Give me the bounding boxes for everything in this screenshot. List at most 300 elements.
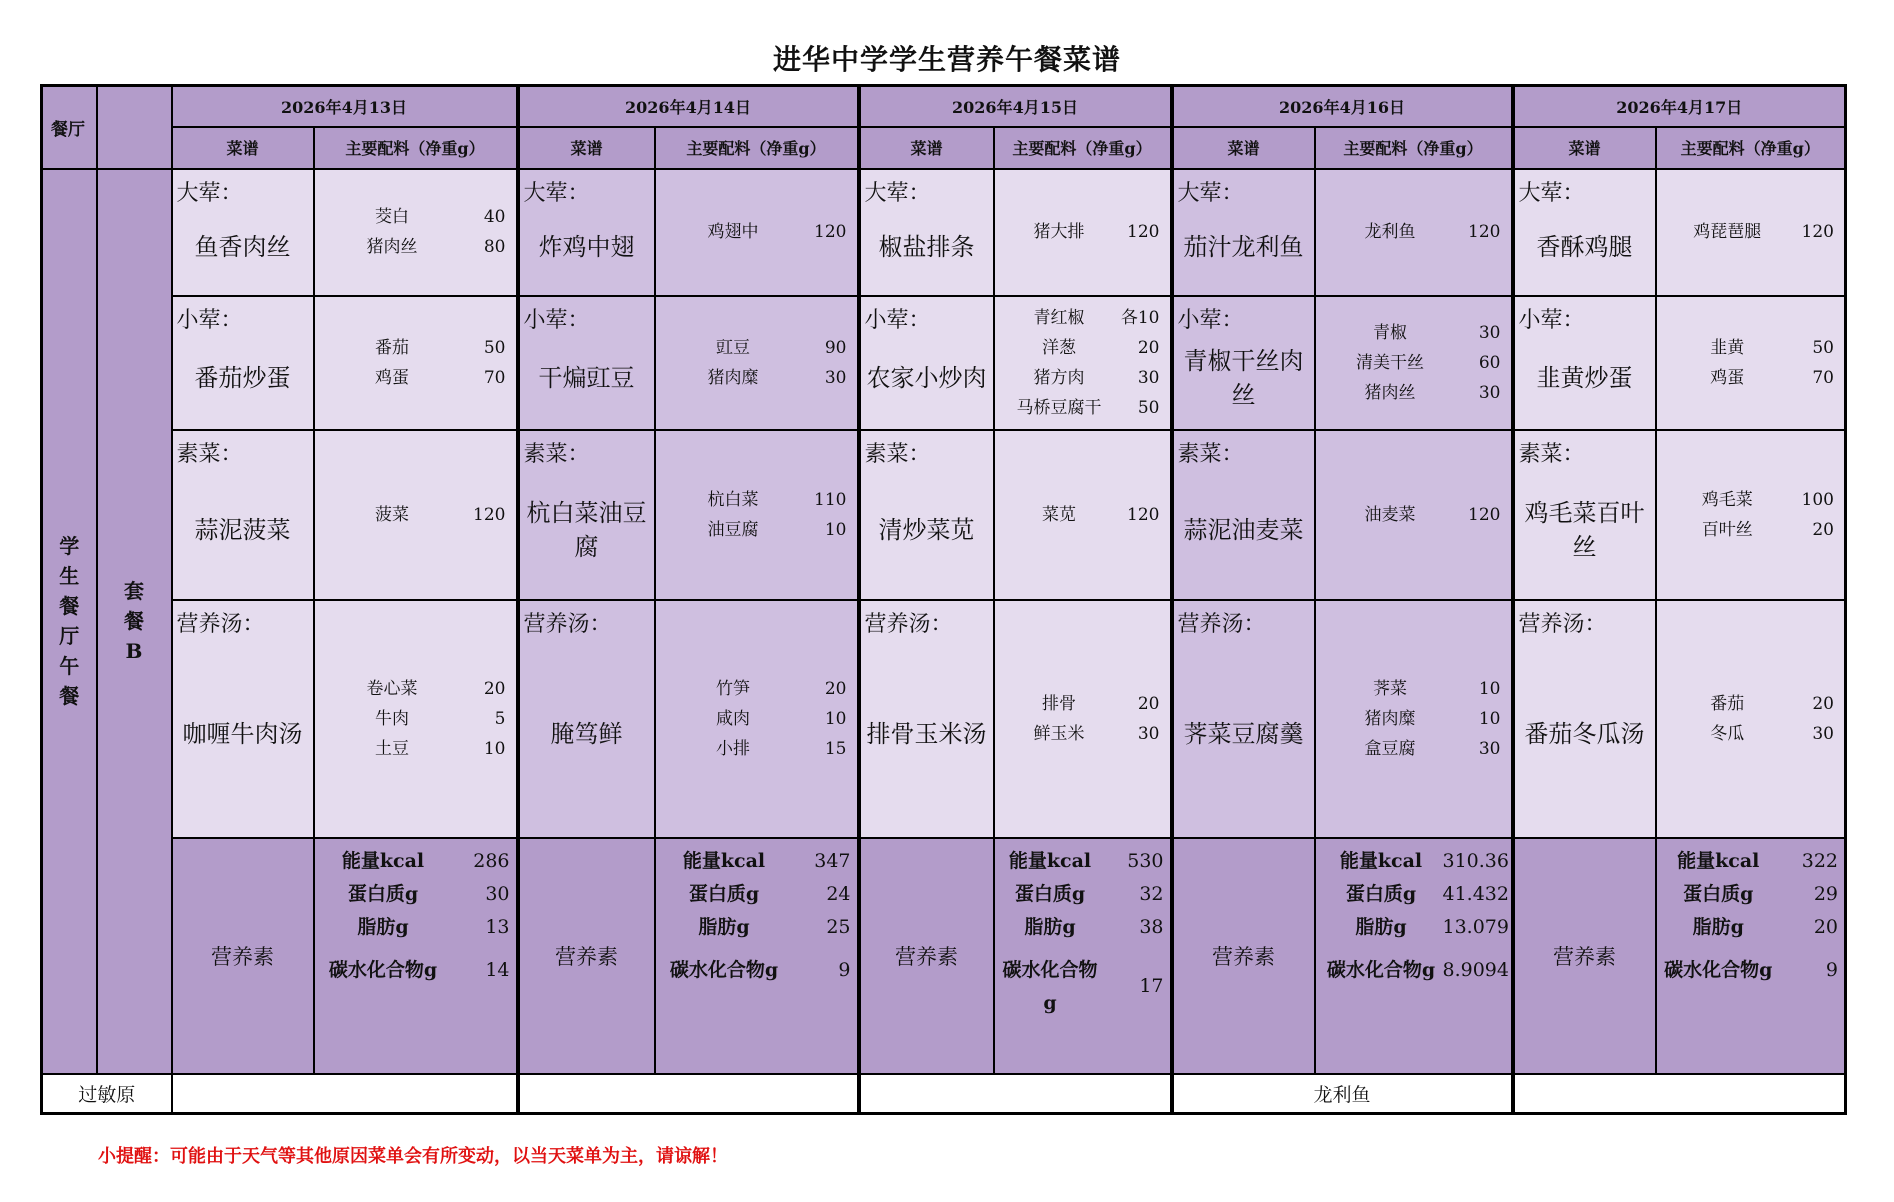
nutrition-line (656, 954, 857, 987)
ingredient-name: 鲜玉米 (1033, 723, 1085, 744)
date-header (518, 86, 859, 127)
canteen-char: 厅 (59, 624, 80, 648)
ingredient-line (1005, 303, 1160, 333)
ingredient-name: 青红椒 (1033, 307, 1085, 328)
dish-cell (1172, 296, 1315, 430)
date-header (859, 86, 1172, 127)
nutrition-value: 41.432 (1442, 882, 1509, 905)
ingredient-name: 青椒 (1373, 322, 1407, 343)
ingredient-line (1005, 393, 1160, 423)
nutrition-label-cell (1513, 838, 1656, 1074)
dish-wrap (173, 297, 313, 429)
allergen-row (42, 1074, 1846, 1114)
nutrition-label: 营养素 (211, 944, 274, 969)
nutrition-name: 碳水化合物g (1664, 958, 1773, 981)
dish-name: 番茄冬瓜汤 (1524, 719, 1645, 748)
ingredient-name: 菠菜 (375, 504, 409, 525)
row-small-meat (42, 296, 1846, 430)
nutrition-value: 32 (1139, 882, 1164, 905)
nutrition-value: 25 (826, 915, 851, 938)
dish-wrap (1174, 431, 1314, 599)
dish-cell (1513, 296, 1656, 430)
dish-cell (172, 169, 314, 296)
nutrition-values-cell (1656, 838, 1846, 1074)
ingredient-qty: 50 (1812, 337, 1834, 358)
ingredient-line (1005, 333, 1160, 363)
dish-name: 蒜泥油麦菜 (1183, 515, 1304, 544)
canteen-char: 午 (59, 654, 80, 678)
nutrition-name: 脂肪g (357, 915, 409, 938)
category-label: 素菜： (523, 441, 590, 467)
date-label: 2026年4月14日 (625, 97, 751, 117)
nutrition-value: 347 (814, 849, 851, 872)
nutrition-name: 蛋白质g (688, 882, 760, 905)
ingredients-cell (994, 430, 1172, 600)
ingredient-line (666, 674, 847, 704)
ingredients-column-header (1656, 127, 1846, 169)
nutrition-line (1316, 845, 1511, 878)
ingredients-cell (314, 169, 518, 296)
dish-wrap (1515, 170, 1655, 295)
ingredient-line (666, 333, 847, 363)
ingredient-name: 卷心菜 (366, 678, 418, 699)
recipe-header-label: 菜谱 (570, 139, 603, 158)
ingredients-cell (655, 169, 859, 296)
set-meal-label (97, 169, 172, 1074)
nutrition-label: 营养素 (555, 944, 618, 969)
ingredient-qty: 20 (1812, 693, 1834, 714)
ingredient-line (1326, 674, 1501, 704)
ingredients-cell (314, 296, 518, 430)
nutrition-name: 能量kcal (682, 849, 766, 872)
date-header (172, 86, 518, 127)
ingredient-line (666, 734, 847, 764)
ingredient-name: 茭白 (375, 207, 409, 227)
nutrition-line (995, 954, 1170, 1020)
nutrition-line (1657, 878, 1845, 911)
nutrition-name: 脂肪g (698, 915, 750, 938)
ingredient-line (1326, 704, 1501, 734)
category-label: 素菜： (176, 441, 243, 467)
dish-cell (859, 430, 994, 600)
recipe-column-header (859, 127, 994, 169)
ingredients-cell (994, 600, 1172, 838)
blank-header (97, 86, 172, 169)
ingredient-qty: 50 (483, 337, 506, 358)
ingredient-qty: 20 (483, 678, 506, 699)
nutrition-name: 蛋白质g (1345, 882, 1417, 905)
dish-cell (172, 600, 314, 838)
ingredient-name: 龙利鱼 (1364, 222, 1416, 242)
dish-cell (1172, 430, 1315, 600)
ingredients-cell (1315, 296, 1513, 430)
nutrition-line (315, 911, 516, 944)
canteen-char: 餐 (59, 684, 80, 708)
nutrition-value: 14 (485, 958, 510, 981)
canteen-label (42, 169, 97, 1074)
ingredient-name: 百叶丝 (1701, 519, 1753, 540)
ingredient-qty: 20 (1812, 519, 1834, 540)
ingredient-name: 杭白菜 (707, 489, 759, 510)
nutrition-value: 322 (1801, 849, 1838, 872)
dish-name: 荠菜豆腐羹 (1183, 719, 1304, 748)
dish-wrap (861, 297, 993, 429)
dish-cell (518, 169, 655, 296)
ingredient-name: 盒豆腐 (1364, 738, 1416, 759)
nutrition-label-cell (172, 838, 314, 1074)
category-label: 素菜： (1177, 441, 1244, 467)
ingredient-qty: 30 (1478, 322, 1501, 343)
dish-cell (1513, 430, 1656, 600)
ingredient-line (1667, 485, 1835, 515)
category-label: 营养汤： (1177, 611, 1266, 637)
nutrition-value: 20 (1813, 915, 1838, 938)
dish-wrap (173, 431, 313, 599)
ingredient-line (1005, 719, 1160, 749)
nutrition-line (995, 845, 1170, 878)
dish-name: 干煸豇豆 (538, 363, 635, 392)
ingredients-header-label: 主要配料（净重g） (1680, 139, 1820, 158)
set-meal-char: 套 (124, 579, 144, 603)
nutrition-name: 碳水化合物g (328, 958, 438, 981)
ingredient-qty: 120 (1127, 222, 1160, 242)
ingredient-name: 鸡蛋 (375, 367, 409, 388)
row-big-meat (42, 169, 1846, 296)
row-soup (42, 600, 1846, 838)
category-label: 营养汤： (176, 611, 265, 637)
allergen-value-cell (1172, 1074, 1513, 1114)
ingredient-qty: 10 (824, 519, 847, 540)
nutrition-line (315, 845, 516, 878)
allergen-value: 龙利鱼 (1313, 1083, 1371, 1106)
ingredient-name: 猪方肉 (1033, 367, 1085, 388)
dish-name: 香酥鸡腿 (1536, 233, 1633, 261)
category-label: 小荤： (864, 307, 931, 333)
allergen-value-cell (859, 1074, 1172, 1114)
dish-wrap (1515, 431, 1655, 599)
category-label: 小荤： (1518, 307, 1585, 333)
ingredient-qty: 20 (1137, 337, 1160, 358)
nutrition-line (656, 845, 857, 878)
nutrition-label: 营养素 (895, 944, 958, 969)
ingredient-line (1667, 689, 1835, 719)
ingredient-qty: 90 (824, 337, 847, 358)
ingredient-qty: 110 (814, 489, 847, 510)
canteen-char: 餐 (59, 594, 80, 618)
ingredients-cell (1656, 430, 1846, 600)
ingredient-line (1326, 500, 1501, 530)
date-label: 2026年4月17日 (1616, 97, 1743, 117)
allergen-value-cell (518, 1074, 859, 1114)
canteen-char: 生 (59, 564, 80, 588)
allergen-label-cell (42, 1074, 172, 1114)
ingredient-name: 猪大排 (1033, 222, 1085, 242)
nutrition-values-cell (655, 838, 859, 1074)
date-header (1513, 86, 1846, 127)
recipe-header-label: 菜谱 (226, 139, 259, 158)
page-title: 进华中学学生营养午餐菜谱 (772, 43, 1121, 76)
category-label: 大荤： (1518, 180, 1585, 206)
nutrition-value: 9 (838, 958, 851, 981)
ingredient-name: 番茄 (375, 337, 409, 358)
dish-wrap (173, 601, 313, 837)
ingredient-qty: 10 (1478, 708, 1501, 729)
reminder-text: 小提醒：可能由于天气等其他原因菜单会有所变动，以当天菜单为主，请谅解！ (98, 1146, 728, 1167)
ingredient-qty: 120 (1127, 504, 1160, 525)
menu-table (40, 84, 1847, 1115)
ingredients-cell (994, 169, 1172, 296)
nutrition-line (995, 878, 1170, 911)
nutrition-value: 13 (485, 915, 510, 938)
ingredient-qty: 120 (1468, 504, 1501, 525)
dish-cell (1172, 600, 1315, 838)
ingredient-line (325, 704, 506, 734)
nutrition-values-cell (314, 838, 518, 1074)
nutrition-value: 13.079 (1442, 915, 1509, 938)
dish-cell (518, 296, 655, 430)
ingredient-qty: 15 (824, 738, 847, 759)
ingredient-line (325, 363, 506, 393)
ingredient-name: 油麦菜 (1364, 504, 1416, 525)
dish-name: 咖喱牛肉汤 (182, 719, 303, 748)
dish-wrap (1174, 601, 1314, 837)
ingredient-line (1005, 689, 1160, 719)
ingredient-line (325, 674, 506, 704)
date-header-row (42, 86, 1846, 127)
dish-cell (1513, 600, 1656, 838)
dish-wrap (1174, 297, 1314, 429)
dish-wrap (1515, 601, 1655, 837)
ingredient-line (1326, 348, 1501, 378)
nutrition-line (1316, 954, 1511, 987)
ingredients-cell (1656, 169, 1846, 296)
category-label: 营养汤： (864, 611, 953, 637)
dish-name: 番茄炒蛋 (194, 363, 291, 392)
nutrition-value: 30 (485, 882, 510, 905)
ingredient-name: 鸡翅中 (707, 222, 759, 242)
ingredient-name: 番茄 (1710, 693, 1745, 714)
nutrition-line (1657, 845, 1845, 878)
nutrition-line (995, 911, 1170, 944)
dish-name: 鸡毛菜百叶丝 (1524, 498, 1645, 561)
category-label: 营养汤： (1518, 611, 1607, 637)
date-label: 2026年4月15日 (952, 97, 1078, 117)
ingredient-line (325, 333, 506, 363)
recipe-header-label: 菜谱 (910, 139, 943, 158)
ingredient-line (1005, 500, 1160, 530)
dish-wrap (520, 170, 654, 295)
ingredient-qty: 120 (1801, 222, 1834, 242)
ingredient-name: 排骨 (1042, 693, 1076, 714)
dish-name: 韭黄炒蛋 (1536, 363, 1633, 392)
ingredient-name: 豇豆 (716, 337, 750, 358)
ingredients-cell (314, 430, 518, 600)
ingredients-column-header (1315, 127, 1513, 169)
ingredients-cell (314, 600, 518, 838)
ingredient-name: 马桥豆腐干 (1016, 397, 1102, 418)
ingredients-cell (655, 600, 859, 838)
ingredient-line (1326, 378, 1501, 408)
ingredient-line (666, 217, 847, 247)
ingredient-qty: 70 (1812, 367, 1834, 388)
date-header (1172, 86, 1513, 127)
nutrition-name: 脂肪g (1024, 915, 1076, 938)
dish-cell (1513, 169, 1656, 296)
nutrition-line (656, 878, 857, 911)
dish-wrap (1515, 297, 1655, 429)
nutrition-value: 530 (1127, 849, 1164, 872)
ingredient-qty: 30 (1812, 723, 1834, 744)
ingredient-qty: 30 (1137, 367, 1160, 388)
ingredient-line (1667, 719, 1835, 749)
dish-cell (518, 430, 655, 600)
nutrition-value: 24 (826, 882, 851, 905)
dish-cell (859, 296, 994, 430)
dish-name: 农家小炒肉 (866, 363, 987, 392)
ingredients-column-header (655, 127, 859, 169)
category-label: 小荤： (176, 307, 243, 333)
ingredient-name: 土豆 (375, 738, 409, 759)
nutrition-line (315, 878, 516, 911)
date-label: 2026年4月13日 (281, 97, 407, 117)
nutrition-name: 蛋白质g (1014, 882, 1086, 905)
ingredient-qty: 5 (494, 708, 506, 729)
nutrition-label-cell (518, 838, 655, 1074)
dish-name: 排骨玉米汤 (866, 719, 987, 748)
ingredient-line (1326, 217, 1501, 247)
category-label: 素菜： (1518, 441, 1585, 467)
ingredients-cell (1315, 430, 1513, 600)
ingredient-name: 猪肉丝 (1364, 382, 1416, 403)
ingredient-qty: 10 (1478, 678, 1501, 699)
nutrition-line (656, 911, 857, 944)
ingredient-qty: 80 (483, 237, 506, 257)
ingredient-qty: 30 (1478, 738, 1501, 759)
dish-wrap (520, 431, 654, 599)
ingredient-qty: 40 (483, 207, 506, 227)
ingredient-qty: 70 (483, 367, 506, 388)
dish-wrap (861, 170, 993, 295)
ingredients-header-label: 主要配料（净重g） (1343, 139, 1483, 158)
category-label: 小荤： (523, 307, 590, 333)
dish-name: 蒜泥菠菜 (194, 515, 291, 544)
ingredient-line (1005, 363, 1160, 393)
ingredient-name: 韭黄 (1710, 337, 1745, 358)
category-label: 大荤： (1177, 180, 1244, 206)
recipe-column-header (172, 127, 314, 169)
allergen-value-cell (172, 1074, 518, 1114)
restaurant-label: 餐厅 (51, 119, 85, 140)
nutrition-name: 碳水化合物g (1002, 958, 1098, 1014)
ingredient-name: 猪肉糜 (1364, 708, 1416, 729)
ingredient-line (666, 704, 847, 734)
nutrition-label-cell (1172, 838, 1315, 1074)
ingredient-line (1667, 217, 1835, 247)
category-label: 营养汤： (523, 611, 612, 637)
ingredients-header-label: 主要配料（净重g） (686, 139, 826, 158)
allergen-value-cell (1513, 1074, 1846, 1114)
ingredients-cell (994, 296, 1172, 430)
dish-name: 椒盐排条 (878, 233, 975, 261)
ingredient-name: 洋葱 (1042, 337, 1076, 358)
ingredient-qty: 30 (824, 367, 847, 388)
dish-wrap (173, 170, 313, 295)
ingredients-cell (1315, 169, 1513, 296)
ingredient-line (325, 232, 506, 262)
ingredient-name: 清美干丝 (1356, 352, 1424, 373)
ingredients-cell (1656, 600, 1846, 838)
nutrition-line (315, 954, 516, 987)
ingredients-cell (1656, 296, 1846, 430)
ingredient-name: 竹笋 (716, 678, 750, 699)
dish-cell (859, 600, 994, 838)
nutrition-label: 营养素 (1212, 944, 1275, 969)
nutrition-line (1657, 954, 1845, 987)
dish-wrap (520, 601, 654, 837)
nutrition-line (1657, 911, 1845, 944)
set-meal-char: B (125, 639, 143, 663)
nutrition-label-cell (859, 838, 994, 1074)
ingredient-name: 咸肉 (716, 708, 750, 729)
dish-wrap (520, 297, 654, 429)
ingredient-name: 鸡琵琶腿 (1693, 222, 1762, 242)
column-header-row (42, 127, 1846, 169)
ingredient-name: 菜苋 (1042, 504, 1076, 525)
nutrition-name: 蛋白质g (347, 882, 419, 905)
nutrition-row (42, 838, 1846, 1074)
nutrition-name: 脂肪g (1692, 915, 1744, 938)
nutrition-line (1316, 911, 1511, 944)
ingredient-name: 荠菜 (1373, 678, 1407, 699)
nutrition-name: 能量kcal (1677, 849, 1760, 872)
recipe-column-header (1172, 127, 1315, 169)
ingredient-line (1326, 734, 1501, 764)
nutrition-value: 286 (473, 849, 510, 872)
restaurant-header (42, 86, 97, 169)
category-label: 大荤： (176, 180, 243, 206)
set-meal-char: 餐 (124, 609, 144, 633)
category-label: 大荤： (523, 180, 590, 206)
ingredient-name: 猪肉糜 (707, 367, 759, 388)
ingredient-line (1667, 363, 1835, 393)
ingredient-name: 油豆腐 (707, 519, 759, 540)
ingredients-header-label: 主要配料（净重g） (345, 139, 485, 158)
ingredient-line (325, 500, 506, 530)
dish-wrap (861, 431, 993, 599)
category-label: 素菜： (864, 441, 931, 467)
dish-name: 茄汁龙利鱼 (1183, 233, 1304, 261)
nutrition-value: 38 (1139, 915, 1164, 938)
nutrition-name: 蛋白质g (1683, 882, 1754, 905)
dish-cell (859, 169, 994, 296)
allergen-label: 过敏原 (78, 1083, 136, 1106)
ingredient-name: 小排 (716, 738, 750, 759)
category-label: 小荤： (1177, 307, 1244, 333)
nutrition-value: 310.36 (1442, 849, 1509, 872)
ingredient-qty: 120 (473, 504, 506, 525)
canteen-char: 学 (59, 534, 80, 558)
nutrition-label: 营养素 (1553, 944, 1616, 969)
ingredient-qty: 60 (1478, 352, 1501, 373)
dish-name: 鱼香肉丝 (194, 233, 291, 261)
recipe-header-label: 菜谱 (1227, 139, 1260, 158)
recipe-column-header (518, 127, 655, 169)
ingredient-qty: 10 (483, 738, 506, 759)
dish-name: 青椒干丝肉丝 (1183, 346, 1304, 409)
ingredient-line (666, 485, 847, 515)
ingredient-qty: 30 (1137, 723, 1160, 744)
ingredients-cell (655, 296, 859, 430)
